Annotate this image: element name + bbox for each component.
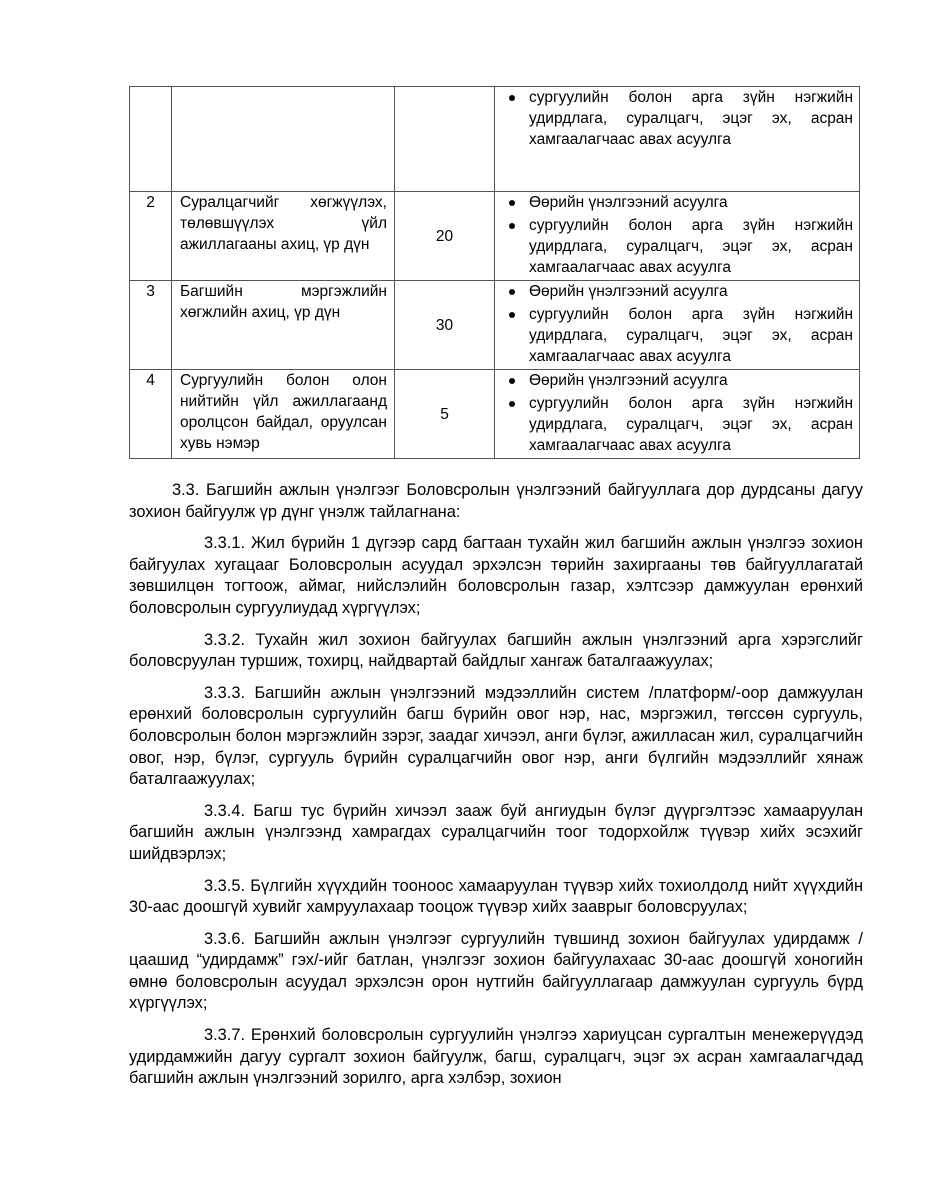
table-row: [130, 281, 860, 370]
method-list: [505, 281, 853, 367]
clause-3-3-2: 3.3.2. Тухайн жил зохион байгуулах багшийн ажлын үнэлгээний арга хэрэгслийг боловсруулан туршиж, тохирц, найдвартай байдлыг хангаж баталгаажуулах;: [129, 630, 863, 671]
criterion-cell: Сургуулийн болон олон нийтийн үйл ажиллагаанд оролцсон байдал, оруулсан хувь нэмэр: [172, 370, 395, 459]
clause-3-3-5: 3.3.5. Бүлгийн хүүхдийн тооноос хамааруулан түүвэр хийх тохиолдолд нийт хүүхдийн 30-аас доошгүй хувийг хамруулахаар тооцож түүвэр хийх зааврыг боловсруулах;: [129, 876, 863, 917]
method-list: [505, 87, 853, 150]
criterion-cell: [172, 87, 395, 192]
table-row: [130, 370, 860, 459]
body-text: [129, 480, 863, 1100]
row-number-cell: 3: [130, 281, 172, 370]
method-list: [505, 370, 853, 456]
method-cell: [495, 87, 860, 192]
method-item: Өөрийн үнэлгээний асуулга: [505, 370, 853, 391]
method-item: сургуулийн болон арга зүйн нэгжийн удирдлага, суралцагч, эцэг эх, асран хамгаалагчаас авах асуулга: [505, 393, 853, 456]
criterion-cell: Суралцагчийг хөгжүүлэх, төлөвшүүлэх үйл ажиллагааны ахиц, үр дүн: [172, 192, 395, 281]
method-item: сургуулийн болон арга зүйн нэгжийн удирдлага, суралцагч, эцэг эх, асран хамгаалагчаас авах асуулга: [505, 87, 853, 150]
table-row: [130, 87, 860, 192]
row-number-cell: 4: [130, 370, 172, 459]
clause-3-3-1: 3.3.1. Жил бүрийн 1 дүгээр сард багтаан тухайн жил багшийн ажлын үнэлгээ зохион байгуулах хугацааг Боловсролын асуудал эрхэлсэн төрийн захиргааны төв байгууллагатай зөвшилцөн тогтоож, аймаг, нийслэлийн боловсролын газар, хэлтсээр дамжуулан ерөнхий боловсролын сургуулиудад хүргүүлэх;: [129, 534, 863, 617]
criterion-cell: Багшийн мэргэжлийн хөгжлийн ахиц, үр дүн: [172, 281, 395, 370]
method-item: Өөрийн үнэлгээний асуулга: [505, 192, 853, 213]
score-cell: 30: [395, 281, 495, 370]
method-cell: [495, 281, 860, 370]
method-item: сургуулийн болон арга зүйн нэгжийн удирдлага, суралцагч, эцэг эх, асран хамгаалагчаас авах асуулга: [505, 215, 853, 278]
table-row: [130, 192, 860, 281]
score-cell: 20: [395, 192, 495, 281]
clause-3-3-6: 3.3.6. Багшийн ажлын үнэлгээг сургуулийн түвшинд зохион байгуулах удирдамж /цаашид “удирдамж” гэх/-ийг батлан, үнэлгээг зохион байгуулахаас 30-аас доошгүй хоногийн өмнө боловсролын асуудал эрхэлсэн орон нутгийн байгууллагаар дамжуулан сургууль бүрд хүргүүлэх;: [129, 929, 863, 1013]
method-list: [505, 192, 853, 278]
section-intro-paragraph: 3.3. Багшийн ажлын үнэлгээг Боловсролын үнэлгээний байгууллага дор дурдсаны дагуу зохион байгуулж үр дүнг үнэлж тайлагнана:: [129, 481, 863, 521]
score-cell: 5: [395, 370, 495, 459]
clause-3-3-4: 3.3.4. Багш тус бүрийн хичээл зааж буй ангиудын бүлэг дүүргэлтээс хамааруулан багшийн ажлын үнэлгээнд хамрагдах суралцагчийн тоог тодорхойлж түүвэр хийх эсэхийг шийдвэрлэх;: [129, 801, 863, 863]
method-item: Өөрийн үнэлгээний асуулга: [505, 281, 853, 302]
method-cell: [495, 370, 860, 459]
method-item: сургуулийн болон арга зүйн нэгжийн удирдлага, суралцагч, эцэг эх, асран хамгаалагчаас авах асуулга: [505, 304, 853, 367]
score-cell: [395, 87, 495, 192]
clause-3-3-3: 3.3.3. Багшийн ажлын үнэлгээний мэдээллийн систем /платформ/-оор дамжуулан ерөнхий боловсролын сургуулийн багш бүрийн овог нэр, нас, мэргэжил, төгссөн сургууль, боловсролын болон мэргэжлийн зэрэг, заадаг хичээл, анги бүлэг, ажилласан жил, суралцагчийн овог, нэр, бүлэг, сургууль бүрийн суралцагчийн овог нэр, анги бүлгийн мэдээллийг хянаж баталгаажуулах;: [129, 683, 863, 789]
method-cell: [495, 192, 860, 281]
row-number-cell: [130, 87, 172, 192]
clause-3-3-7: 3.3.7. Ерөнхий боловсролын сургуулийн үнэлгээ хариуцсан сургалтын менежерүүдэд удирдамжийн дагуу сургалт зохион байгуулж, багш, суралцагч, эцэг эх асран хамгаалагчдад багшийн ажлын үнэлгээний зорилго, арга хэлбэр, зохион: [129, 1026, 863, 1088]
row-number-cell: 2: [130, 192, 172, 281]
criteria-table: [129, 86, 860, 459]
